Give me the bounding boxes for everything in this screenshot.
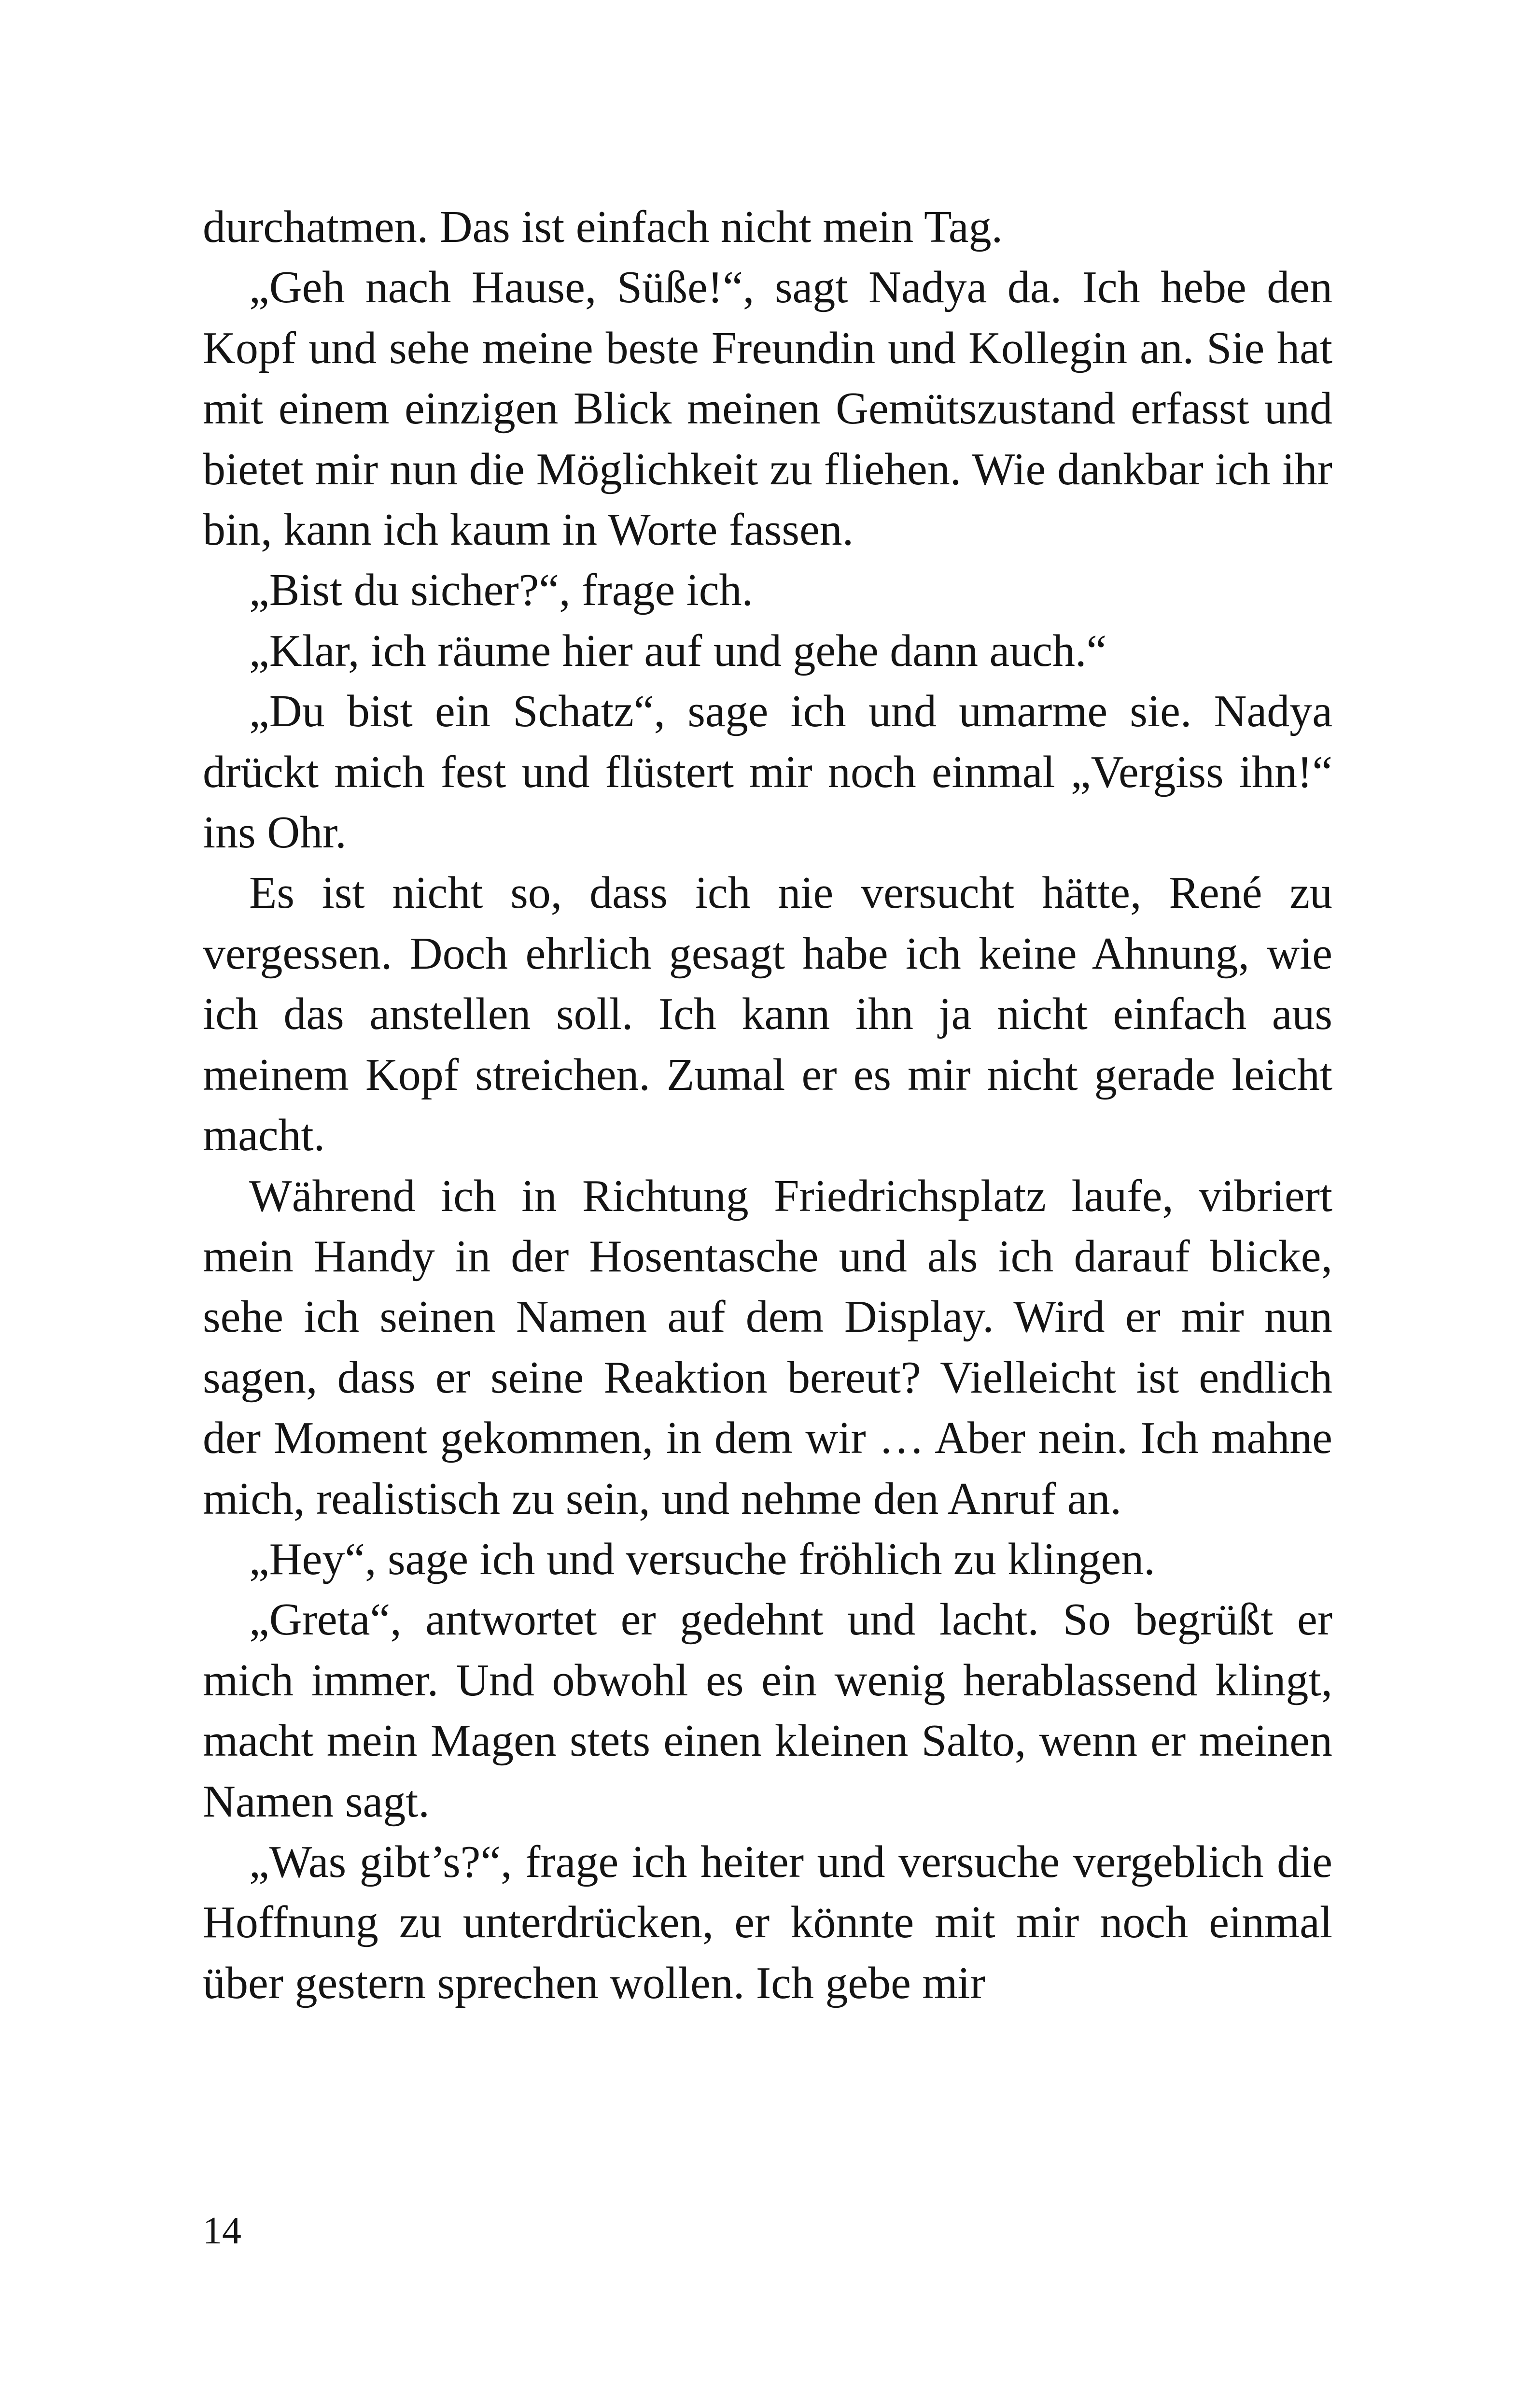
paragraph: „Klar, ich räume hier auf und gehe dann auch.“ [249, 625, 1107, 676]
body-text [203, 197, 1332, 2014]
paragraph: „Hey“, sage ich und versuche fröhlich zu klingen. [249, 1534, 1155, 1584]
paragraph: „Du bist ein Schatz“, sage ich und umarme sie. Nadya drückt mich fest und flüstert mir noch einmal „Vergiss ihn!“ ins Ohr. [203, 686, 1332, 858]
paragraph: „Greta“, antwortet er gedehnt und lacht. So begrüßt er mich immer. Und obwohl es ein wenig herablassend klingt, macht mein Magen stets einen kleinen Salto, wenn er meinen Namen sagt. [203, 1594, 1332, 1827]
paragraph: „Was gibt’s?“, frage ich heiter und versuche vergeblich die Hoffnung zu unterdrücken, er könnte mit mir noch einmal über gestern sprechen wollen. Ich gebe mir [203, 1836, 1332, 2008]
paragraph: Es ist nicht so, dass ich nie versucht hätte, René zu vergessen. Doch ehrlich gesagt habe ich keine Ahnung, wie ich das anstellen soll. Ich kann ihn ja nicht einfach aus meinem Kopf streichen. Zumal er es mir nicht gerade leicht macht. [203, 868, 1332, 1161]
paragraph: Während ich in Richtung Friedrichsplatz laufe, vibriert mein Handy in der Hosentasche und als ich darauf blicke, sehe ich seinen Namen auf dem Display. Wird er mir nun sagen, dass er seine Reaktion bereut? Vielleicht ist endlich der Moment gekommen, in dem wir … Aber nein. Ich mahne mich, realistisch zu sein, und nehme den Anruf an. [203, 1170, 1332, 1524]
page-number: 14 [203, 2210, 241, 2252]
paragraph: „Geh nach Hause, Süße!“, sagt Nadya da. Ich hebe den Kopf und sehe meine beste Freundin und Kollegin an. Sie hat mit einem einzigen Blick meinen Gemütszustand erfasst und bietet mir nun die Möglichkeit zu fliehen. Wie dankbar ich ihr bin, kann ich kaum in Worte fassen. [203, 262, 1332, 555]
paragraph: „Bist du sicher?“, frage ich. [249, 565, 754, 616]
paragraph-continuation: durchatmen. Das ist einfach nicht mein Tag. [203, 202, 1003, 252]
